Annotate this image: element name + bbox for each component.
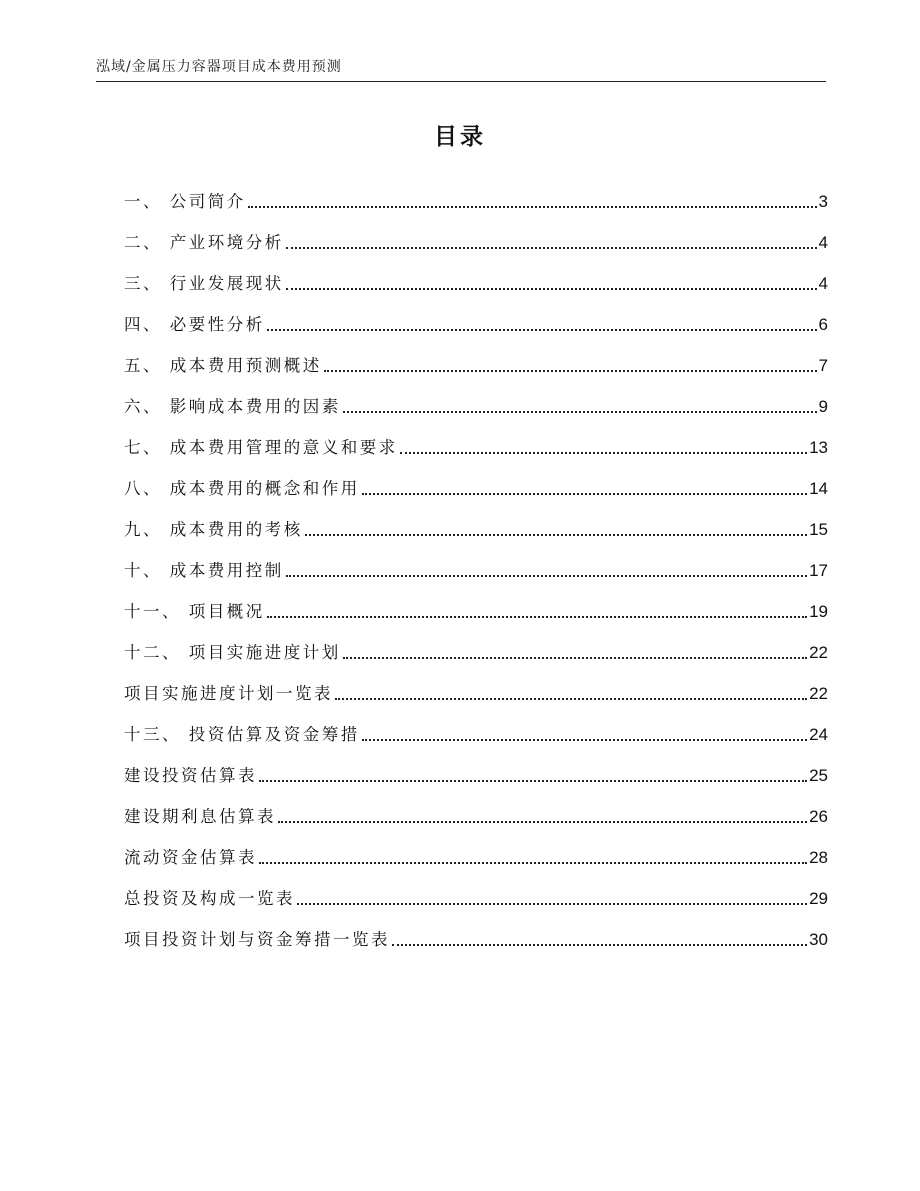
toc-entry-label: 十二、 项目实施进度计划 (124, 643, 341, 662)
toc-entry[interactable] (124, 254, 828, 295)
toc-entry-page: 7 (818, 356, 828, 375)
toc-entry-label: 流动资金估算表 (124, 848, 257, 867)
toc-entry-page: 14 (809, 479, 828, 498)
toc-entry-label: 建设投资估算表 (124, 766, 257, 785)
toc-entry[interactable] (124, 910, 828, 951)
toc-entry-label: 十三、 投资估算及资金筹措 (124, 725, 360, 744)
toc-entry-page: 30 (809, 930, 828, 949)
toc-entry[interactable] (124, 377, 828, 418)
toc-entry[interactable] (124, 746, 828, 787)
toc-entry-label: 七、 成本费用管理的意义和要求 (124, 438, 398, 457)
toc-entry[interactable] (124, 787, 828, 828)
toc-dot-leader (267, 329, 817, 331)
toc-entry-label: 四、 必要性分析 (124, 315, 265, 334)
toc-dot-leader (259, 780, 807, 782)
toc-dot-leader (362, 493, 807, 495)
table-of-contents (124, 172, 828, 951)
toc-dot-leader (392, 944, 807, 946)
toc-entry[interactable] (124, 582, 828, 623)
toc-entry-page: 9 (818, 397, 828, 416)
toc-entry-page: 17 (809, 561, 828, 580)
header-divider (96, 81, 826, 82)
toc-entry[interactable] (124, 213, 828, 254)
page-header: 泓域/金属压力容器项目成本费用预测 (96, 59, 342, 75)
toc-entry[interactable] (124, 336, 828, 377)
toc-dot-leader (259, 862, 807, 864)
toc-entry[interactable] (124, 869, 828, 910)
toc-entry[interactable] (124, 295, 828, 336)
toc-entry-label: 八、 成本费用的概念和作用 (124, 479, 360, 498)
toc-entry-label: 十一、 项目概况 (124, 602, 265, 621)
toc-entry-label: 二、 产业环境分析 (124, 233, 284, 252)
toc-entry-label: 九、 成本费用的考核 (124, 520, 303, 539)
toc-entry-page: 24 (809, 725, 828, 744)
toc-dot-leader (305, 534, 807, 536)
toc-entry-label: 项目实施进度计划一览表 (124, 684, 333, 703)
toc-entry[interactable] (124, 664, 828, 705)
toc-dot-leader (297, 903, 807, 905)
toc-title: 目录 (434, 124, 486, 150)
toc-entry-page: 4 (818, 233, 828, 252)
toc-entry-label: 项目投资计划与资金筹措一览表 (124, 930, 390, 949)
toc-dot-leader (286, 247, 817, 249)
toc-entry-label: 总投资及构成一览表 (124, 889, 295, 908)
toc-entry[interactable] (124, 828, 828, 869)
toc-entry-page: 28 (809, 848, 828, 867)
toc-entry-page: 22 (809, 684, 828, 703)
toc-entry-page: 19 (809, 602, 828, 621)
toc-dot-leader (343, 411, 817, 413)
toc-dot-leader (343, 657, 807, 659)
toc-entry-page: 4 (818, 274, 828, 293)
toc-entry-label: 三、 行业发展现状 (124, 274, 284, 293)
toc-entry-page: 25 (809, 766, 828, 785)
toc-entry-page: 6 (818, 315, 828, 334)
toc-entry[interactable] (124, 459, 828, 500)
toc-entry-label: 十、 成本费用控制 (124, 561, 284, 580)
toc-dot-leader (362, 739, 807, 741)
toc-entry-label: 建设期利息估算表 (124, 807, 276, 826)
toc-dot-leader (286, 575, 807, 577)
toc-entry-label: 五、 成本费用预测概述 (124, 356, 322, 375)
toc-dot-leader (335, 698, 807, 700)
toc-entry-page: 13 (809, 438, 828, 457)
toc-entry-label: 六、 影响成本费用的因素 (124, 397, 341, 416)
toc-dot-leader (400, 452, 807, 454)
toc-entry[interactable] (124, 541, 828, 582)
toc-entry-label: 一、 公司简介 (124, 192, 246, 211)
toc-entry-page: 26 (809, 807, 828, 826)
toc-dot-leader (248, 206, 817, 208)
toc-entry-page: 22 (809, 643, 828, 662)
toc-dot-leader (286, 288, 817, 290)
toc-entry[interactable] (124, 418, 828, 459)
toc-dot-leader (324, 370, 817, 372)
toc-entry[interactable] (124, 172, 828, 213)
toc-entry-page: 3 (818, 192, 828, 211)
toc-entry[interactable] (124, 500, 828, 541)
toc-entry[interactable] (124, 623, 828, 664)
toc-dot-leader (267, 616, 807, 618)
toc-entry[interactable] (124, 705, 828, 746)
toc-dot-leader (278, 821, 807, 823)
toc-entry-page: 15 (809, 520, 828, 539)
toc-entry-page: 29 (809, 889, 828, 908)
